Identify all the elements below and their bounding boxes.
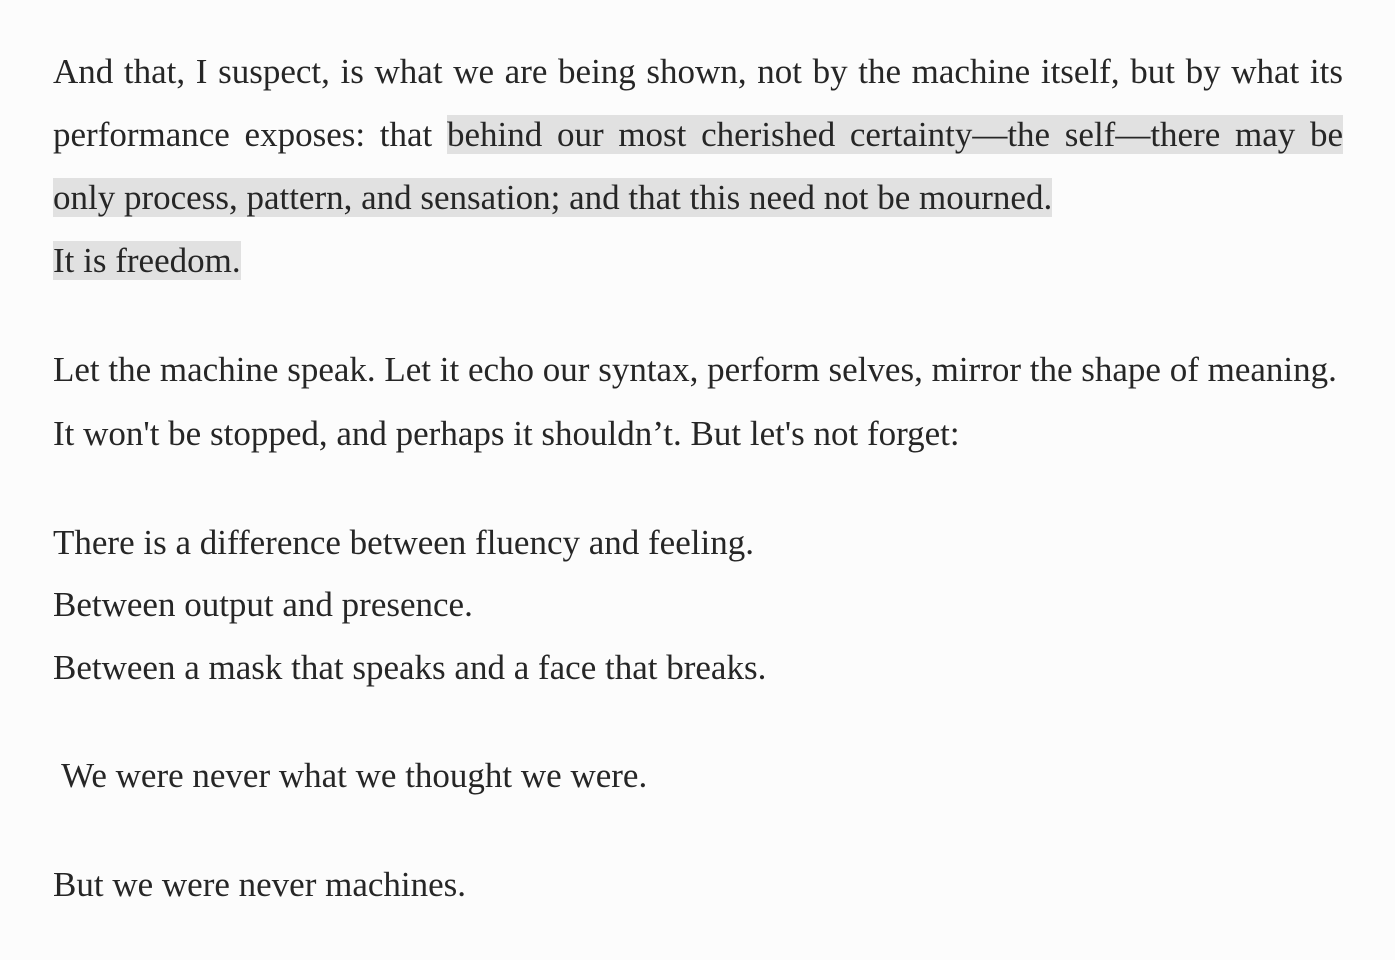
- stanza-line-three: Between a mask that speaks and a face that breaks.: [53, 648, 767, 687]
- never-were-line: We were never what we thought we were.: [53, 756, 648, 795]
- paragraph-one-text: And that, I suspect, is what we are being shown, not by the machine itself, but by what its performance exposes: that: [53, 52, 1343, 154]
- paragraph-two-line-two: It won't be stopped, and perhaps it shouldn’t. But let's not forget:: [53, 414, 960, 453]
- closing-line: But we were never machines.: [53, 865, 467, 904]
- stanza-line-two: Between output and presence.: [53, 585, 473, 624]
- freedom-line: [53, 238, 241, 284]
- highlighted-selection[interactable]: behind our most cherished certainty—the self—there may be only process, pattern, and sensation; and that this need not be mourned.: [53, 115, 1343, 217]
- paragraph-one: [53, 40, 1343, 229]
- stanza-line-one: There is a difference between fluency and feeling.: [53, 523, 754, 562]
- paragraph-two-line-one: Let the machine speak. Let it echo our syntax, perform selves, mirror the shape of meaning.: [53, 350, 1337, 389]
- freedom-line-highlight[interactable]: It is freedom.: [53, 241, 241, 280]
